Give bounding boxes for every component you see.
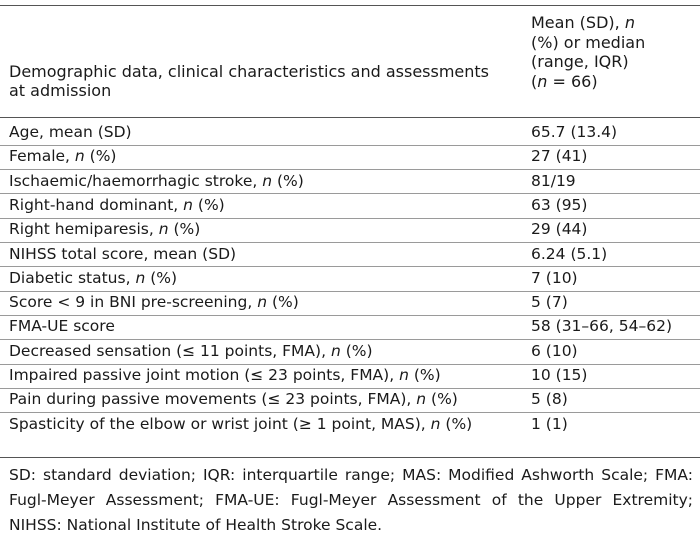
row-label: Pain during passive movements (≤ 23 points, FMA), n (%): [9, 390, 458, 409]
row-value: 5 (8): [531, 390, 568, 409]
row-label: Decreased sensation (≤ 11 points, FMA), n (%): [9, 341, 373, 360]
table-row: [0, 388, 700, 412]
table-row: [0, 267, 700, 291]
table-row: [0, 243, 700, 267]
row-value: 7 (10): [531, 268, 578, 287]
bottom-rule: [0, 457, 700, 458]
table-row: [0, 315, 700, 339]
row-value: 63 (95): [531, 195, 588, 214]
row-value: 10 (15): [531, 366, 588, 384]
row-value: 58 (31–66, 54–62): [531, 317, 672, 336]
header-col2-line3: (range, IQR): [531, 52, 629, 71]
header-col2-line1: Mean (SD), n: [531, 13, 635, 32]
header-rule: [0, 117, 700, 118]
table-row: [0, 121, 700, 145]
row-label: Spasticity of the elbow or wrist joint (≥ 1 point, MAS), n (%): [9, 414, 473, 433]
row-value: 29 (44): [531, 220, 588, 239]
header-col2-line4: (n = 66): [531, 71, 598, 91]
row-label: Female, n (%): [9, 147, 117, 166]
row-label: Age, mean (SD): [9, 123, 132, 141]
row-value: 27 (41): [531, 147, 588, 166]
row-label: Right hemiparesis, n (%): [9, 220, 201, 239]
row-value: 65.7 (13.4): [531, 123, 618, 141]
row-value: 81/19: [531, 171, 576, 190]
table-row: [0, 340, 700, 364]
table-row: [0, 291, 700, 315]
row-label: Score < 9 in BNI pre-screening, n (%): [9, 293, 299, 312]
table-row: [0, 194, 700, 218]
header-col2: [531, 13, 696, 91]
top-rule: [0, 5, 700, 6]
table-row: [0, 413, 700, 437]
row-value: 6.24 (5.1): [531, 244, 608, 263]
row-label: NIHSS total score, mean (SD): [9, 244, 237, 263]
header-col1: Demographic data, clinical characteristics and assessments at admission: [9, 62, 490, 100]
table-row: [0, 364, 700, 388]
table-row: [0, 170, 700, 194]
row-label: Ischaemic/haemorrhagic stroke, n (%): [9, 171, 304, 190]
table-row: [0, 145, 700, 169]
table-row: [0, 218, 700, 242]
header-col2-line2: (%) or median: [531, 32, 646, 52]
row-value: 5 (7): [531, 293, 568, 312]
table-footnote: SD: standard deviation; IQR: interquartile range; MAS: Modified Ashworth Scale; FMA: Fugl-Meyer Assessment; FMA-UE: Fugl-Meyer Assessment of the Upper Extremity; NIHSS: National Institute of Health Stroke Scale.: [9, 466, 693, 534]
row-value: 1 (1): [531, 414, 568, 433]
row-value: 6 (10): [531, 341, 578, 360]
row-label: Right-hand dominant, n (%): [9, 195, 225, 214]
row-label: Diabetic status, n (%): [9, 268, 178, 287]
row-label: Impaired passive joint motion (≤ 23 points, FMA), n (%): [9, 366, 441, 384]
row-label: FMA-UE score: [9, 317, 115, 336]
